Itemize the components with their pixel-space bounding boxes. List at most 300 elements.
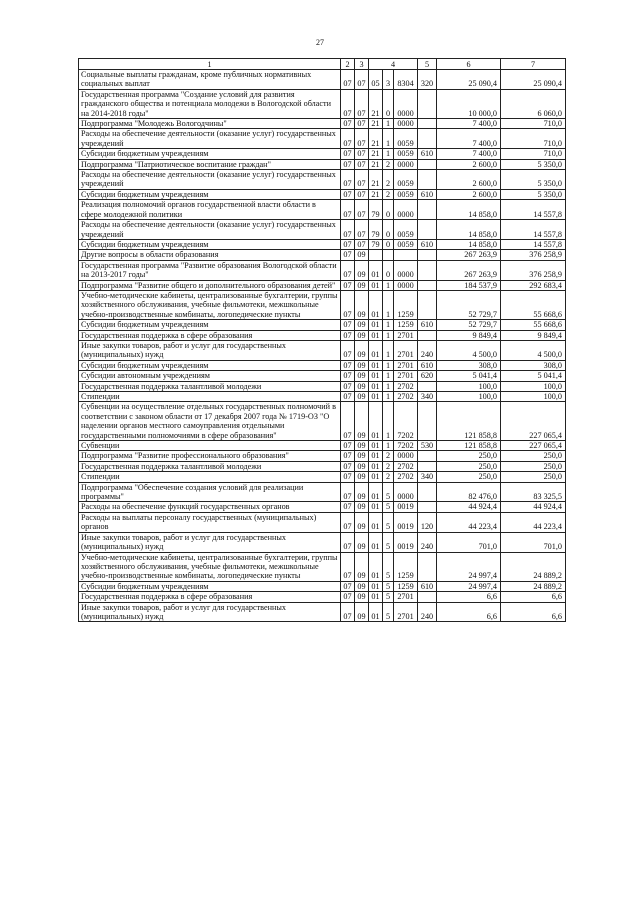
row-target-code-program <box>369 250 383 260</box>
row-subsection-code: 09 <box>355 260 369 280</box>
row-amount-1: 14 858,0 <box>437 200 501 220</box>
table-row <box>79 89 566 118</box>
row-subsection-code: 07 <box>355 149 369 159</box>
row-subsection-code: 09 <box>355 502 369 512</box>
row-target-code-program: 21 <box>369 129 383 149</box>
row-name-cell: Субвенции на осуществление отдельных государственных полномочий в соответствии с законом области от 17 декабря 2007 года № 1719-ОЗ "О наделении органов местного самоуправления отдельными государственными полномочиями в сфере образования" <box>79 402 341 441</box>
row-target-code-direction: 7202 <box>394 441 418 451</box>
table-row <box>79 360 566 370</box>
row-name-cell: Субсидии бюджетным учреждениям <box>79 239 341 249</box>
row-amount-2: 100,0 <box>501 381 566 391</box>
row-section-code: 07 <box>341 512 355 532</box>
row-amount-1: 250,0 <box>437 451 501 461</box>
row-amount-1: 6,6 <box>437 602 501 622</box>
header-cell-section: 2 <box>341 59 355 70</box>
row-subsection-code: 09 <box>355 472 369 482</box>
row-target-code-program: 01 <box>369 280 383 290</box>
row-target-code-subprogram: 0 <box>383 239 394 249</box>
row-target-code-direction: 2701 <box>394 340 418 360</box>
table-row <box>79 129 566 149</box>
row-target-code-subprogram: 0 <box>383 260 394 280</box>
row-name-cell: Государственная поддержка в сфере образования <box>79 330 341 340</box>
row-expense-type-code: 340 <box>418 392 437 402</box>
row-target-code-program: 01 <box>369 392 383 402</box>
table-row <box>79 239 566 249</box>
row-section-code: 07 <box>341 441 355 451</box>
row-amount-1: 24 997,4 <box>437 552 501 581</box>
row-target-code-program: 01 <box>369 260 383 280</box>
row-section-code: 07 <box>341 330 355 340</box>
row-section-code: 07 <box>341 239 355 249</box>
row-section-code: 07 <box>341 482 355 502</box>
row-target-code-direction: 1259 <box>394 290 418 319</box>
row-target-code-program: 01 <box>369 360 383 370</box>
row-target-code-program: 01 <box>369 441 383 451</box>
row-target-code-subprogram: 5 <box>383 482 394 502</box>
row-amount-2: 24 889,2 <box>501 581 566 591</box>
row-target-code-program: 21 <box>369 89 383 118</box>
row-target-code-program: 01 <box>369 482 383 502</box>
row-subsection-code: 09 <box>355 451 369 461</box>
row-amount-2: 5 350,0 <box>501 159 566 169</box>
row-subsection-code: 09 <box>355 461 369 471</box>
table-header-row <box>79 59 566 70</box>
table-row <box>79 381 566 391</box>
row-section-code: 07 <box>341 260 355 280</box>
row-amount-2: 376 258,9 <box>501 250 566 260</box>
row-name-cell: Субсидии автономным учреждениям <box>79 371 341 381</box>
row-expense-type-code: 120 <box>418 512 437 532</box>
row-amount-1: 52 729,7 <box>437 320 501 330</box>
table-body <box>79 70 566 622</box>
row-target-code-program: 01 <box>369 451 383 461</box>
row-expense-type-code <box>418 159 437 169</box>
row-target-code-subprogram: 1 <box>383 149 394 159</box>
row-amount-2: 710,0 <box>501 119 566 129</box>
table-row <box>79 392 566 402</box>
header-cell-amount-2: 7 <box>501 59 566 70</box>
row-section-code: 07 <box>341 320 355 330</box>
row-name-cell: Расходы на обеспечение деятельности (оказание услуг) государственных учреждений <box>79 220 341 240</box>
table-row <box>79 200 566 220</box>
row-section-code: 07 <box>341 472 355 482</box>
row-name-cell: Стипендии <box>79 392 341 402</box>
row-target-code-subprogram: 2 <box>383 472 394 482</box>
row-amount-1: 250,0 <box>437 472 501 482</box>
row-target-code-program: 01 <box>369 461 383 471</box>
row-amount-2: 14 557,8 <box>501 239 566 249</box>
row-amount-2: 250,0 <box>501 451 566 461</box>
row-target-code-subprogram: 5 <box>383 502 394 512</box>
row-section-code: 07 <box>341 220 355 240</box>
row-name-cell: Подпрограмма "Развитие общего и дополнительного образования детей" <box>79 280 341 290</box>
table-row <box>79 330 566 340</box>
row-amount-1: 7 400,0 <box>437 149 501 159</box>
row-target-code-direction: 0059 <box>394 220 418 240</box>
row-target-code-direction: 2701 <box>394 330 418 340</box>
row-amount-1: 24 997,4 <box>437 581 501 591</box>
row-target-code-subprogram: 1 <box>383 320 394 330</box>
row-subsection-code: 07 <box>355 89 369 118</box>
row-subsection-code: 09 <box>355 360 369 370</box>
row-subsection-code: 09 <box>355 592 369 602</box>
row-expense-type-code <box>418 482 437 502</box>
row-target-code-direction: 7202 <box>394 402 418 441</box>
row-expense-type-code: 610 <box>418 239 437 249</box>
header-cell-name: 1 <box>79 59 341 70</box>
row-amount-2: 9 849,4 <box>501 330 566 340</box>
row-expense-type-code <box>418 250 437 260</box>
row-expense-type-code <box>418 260 437 280</box>
row-target-code-program: 01 <box>369 472 383 482</box>
row-target-code-subprogram: 1 <box>383 402 394 441</box>
row-amount-1: 10 000,0 <box>437 89 501 118</box>
table-row <box>79 70 566 90</box>
row-amount-2: 44 223,4 <box>501 512 566 532</box>
row-section-code: 07 <box>341 532 355 552</box>
row-target-code-direction: 2702 <box>394 381 418 391</box>
header-cell-subsection: 3 <box>355 59 369 70</box>
row-amount-1: 2 600,0 <box>437 159 501 169</box>
row-amount-1: 25 090,4 <box>437 70 501 90</box>
row-target-code-direction: 1259 <box>394 581 418 591</box>
row-target-code-subprogram: 1 <box>383 340 394 360</box>
row-name-cell: Иные закупки товаров, работ и услуг для государственных (муниципальных) нужд <box>79 602 341 622</box>
row-expense-type-code: 240 <box>418 340 437 360</box>
row-section-code: 07 <box>341 280 355 290</box>
table-row <box>79 159 566 169</box>
row-name-cell: Иные закупки товаров, работ и услуг для государственных (муниципальных) нужд <box>79 532 341 552</box>
row-amount-1: 7 400,0 <box>437 119 501 129</box>
row-target-code-subprogram: 2 <box>383 159 394 169</box>
row-name-cell: Субсидии бюджетным учреждениям <box>79 360 341 370</box>
row-expense-type-code: 240 <box>418 532 437 552</box>
row-section-code: 07 <box>341 340 355 360</box>
row-target-code-program: 01 <box>369 402 383 441</box>
row-amount-1: 14 858,0 <box>437 239 501 249</box>
table-row <box>79 482 566 502</box>
row-target-code-direction: 2701 <box>394 360 418 370</box>
row-target-code-subprogram: 1 <box>383 371 394 381</box>
row-section-code: 07 <box>341 170 355 190</box>
row-amount-2: 14 557,8 <box>501 220 566 240</box>
row-expense-type-code <box>418 280 437 290</box>
row-target-code-direction: 0019 <box>394 502 418 512</box>
row-expense-type-code <box>418 220 437 240</box>
row-amount-2: 6,6 <box>501 592 566 602</box>
row-subsection-code: 09 <box>355 402 369 441</box>
row-expense-type-code <box>418 330 437 340</box>
table-row <box>79 402 566 441</box>
row-amount-1: 9 849,4 <box>437 330 501 340</box>
row-subsection-code: 09 <box>355 482 369 502</box>
row-amount-1: 267 263,9 <box>437 260 501 280</box>
row-amount-2: 5 350,0 <box>501 170 566 190</box>
row-subsection-code: 09 <box>355 392 369 402</box>
table-row <box>79 340 566 360</box>
row-section-code: 07 <box>341 451 355 461</box>
row-name-cell: Учебно-методические кабинеты, централизованные бухгалтерии, группы хозяйственного обслуживания, учебные фильмотеки, межшкольные учебно-производственные комбинаты, логопедические пункты <box>79 552 341 581</box>
row-name-cell: Социальные выплаты гражданам, кроме публичных нормативных социальных выплат <box>79 70 341 90</box>
row-target-code-subprogram: 5 <box>383 602 394 622</box>
header-cell-target: 4 <box>369 59 418 70</box>
row-subsection-code: 09 <box>355 280 369 290</box>
row-section-code: 07 <box>341 189 355 199</box>
row-amount-2: 100,0 <box>501 392 566 402</box>
row-name-cell: Государственная поддержка в сфере образования <box>79 592 341 602</box>
row-expense-type-code <box>418 552 437 581</box>
row-target-code-direction: 2702 <box>394 392 418 402</box>
row-target-code-subprogram: 1 <box>383 360 394 370</box>
row-amount-2: 5 350,0 <box>501 189 566 199</box>
row-name-cell: Учебно-методические кабинеты, централизованные бухгалтерии, группы хозяйственного обслуживания, учебные фильмотеки, межшкольные учебно-производственные комбинаты, логопедические пункты <box>79 290 341 319</box>
row-target-code-direction: 2702 <box>394 461 418 471</box>
row-target-code-subprogram: 0 <box>383 200 394 220</box>
row-section-code: 07 <box>341 89 355 118</box>
table-row <box>79 320 566 330</box>
row-amount-1: 250,0 <box>437 461 501 471</box>
row-expense-type-code: 340 <box>418 472 437 482</box>
row-amount-2: 227 065,4 <box>501 441 566 451</box>
row-section-code: 07 <box>341 159 355 169</box>
row-target-code-program: 01 <box>369 512 383 532</box>
row-expense-type-code: 320 <box>418 70 437 90</box>
table-row <box>79 602 566 622</box>
row-target-code-program: 01 <box>369 592 383 602</box>
table-row <box>79 512 566 532</box>
row-section-code: 07 <box>341 502 355 512</box>
row-amount-2: 227 065,4 <box>501 402 566 441</box>
row-target-code-subprogram <box>383 250 394 260</box>
row-expense-type-code <box>418 119 437 129</box>
row-expense-type-code: 610 <box>418 360 437 370</box>
row-subsection-code: 07 <box>355 129 369 149</box>
row-subsection-code: 07 <box>355 239 369 249</box>
row-name-cell: Государственная поддержка талантливой молодежи <box>79 461 341 471</box>
row-target-code-program: 79 <box>369 239 383 249</box>
row-target-code-program: 01 <box>369 320 383 330</box>
row-target-code-direction: 2701 <box>394 602 418 622</box>
row-subsection-code: 09 <box>355 512 369 532</box>
row-amount-2: 14 557,8 <box>501 200 566 220</box>
row-expense-type-code <box>418 402 437 441</box>
row-section-code: 07 <box>341 290 355 319</box>
table-row <box>79 472 566 482</box>
row-section-code: 07 <box>341 360 355 370</box>
row-name-cell: Расходы на обеспечение деятельности (оказание услуг) государственных учреждений <box>79 170 341 190</box>
row-amount-2: 710,0 <box>501 149 566 159</box>
row-amount-1: 121 858,8 <box>437 441 501 451</box>
row-amount-2: 44 924,4 <box>501 502 566 512</box>
row-target-code-subprogram: 2 <box>383 189 394 199</box>
row-amount-1: 5 041,4 <box>437 371 501 381</box>
row-target-code-program: 01 <box>369 340 383 360</box>
row-expense-type-code: 610 <box>418 189 437 199</box>
row-amount-1: 2 600,0 <box>437 170 501 190</box>
row-name-cell: Субсидии бюджетным учреждениям <box>79 149 341 159</box>
table-row <box>79 371 566 381</box>
row-target-code-direction: 0059 <box>394 239 418 249</box>
table-row <box>79 502 566 512</box>
row-amount-2: 55 668,6 <box>501 320 566 330</box>
row-expense-type-code <box>418 89 437 118</box>
row-amount-1: 14 858,0 <box>437 220 501 240</box>
row-section-code: 07 <box>341 392 355 402</box>
row-subsection-code: 09 <box>355 532 369 552</box>
row-target-code-subprogram: 1 <box>383 441 394 451</box>
row-target-code-direction: 1259 <box>394 552 418 581</box>
row-target-code-program: 21 <box>369 119 383 129</box>
row-expense-type-code: 240 <box>418 602 437 622</box>
row-target-code-subprogram: 1 <box>383 280 394 290</box>
row-target-code-subprogram: 5 <box>383 532 394 552</box>
table-row <box>79 441 566 451</box>
row-name-cell: Подпрограмма "Патриотическое воспитание граждан" <box>79 159 341 169</box>
row-subsection-code: 09 <box>355 320 369 330</box>
row-section-code: 07 <box>341 129 355 149</box>
row-amount-1: 44 924,4 <box>437 502 501 512</box>
row-target-code-direction: 1259 <box>394 320 418 330</box>
row-expense-type-code <box>418 461 437 471</box>
row-target-code-program: 01 <box>369 290 383 319</box>
row-name-cell: Расходы на выплаты персоналу государственных (муниципальных) органов <box>79 512 341 532</box>
row-amount-1: 52 729,7 <box>437 290 501 319</box>
row-target-code-program: 01 <box>369 502 383 512</box>
row-target-code-program: 01 <box>369 330 383 340</box>
table-row <box>79 250 566 260</box>
row-amount-1: 7 400,0 <box>437 129 501 149</box>
row-name-cell: Субсидии бюджетным учреждениям <box>79 189 341 199</box>
table-row <box>79 532 566 552</box>
row-target-code-program: 01 <box>369 581 383 591</box>
row-expense-type-code: 610 <box>418 320 437 330</box>
row-amount-2: 4 500,0 <box>501 340 566 360</box>
row-target-code-direction: 0000 <box>394 260 418 280</box>
row-target-code-subprogram: 1 <box>383 290 394 319</box>
row-subsection-code: 09 <box>355 340 369 360</box>
table-row <box>79 189 566 199</box>
row-target-code-program: 21 <box>369 149 383 159</box>
row-target-code-subprogram: 5 <box>383 512 394 532</box>
table-row <box>79 220 566 240</box>
row-target-code-direction: 8304 <box>394 70 418 90</box>
row-subsection-code: 09 <box>355 250 369 260</box>
table-row <box>79 552 566 581</box>
row-amount-2: 701,0 <box>501 532 566 552</box>
row-target-code-program: 01 <box>369 552 383 581</box>
row-target-code-subprogram: 1 <box>383 330 394 340</box>
row-expense-type-code <box>418 200 437 220</box>
table-row <box>79 290 566 319</box>
row-target-code-direction: 0059 <box>394 170 418 190</box>
row-amount-2: 376 258,9 <box>501 260 566 280</box>
row-target-code-program: 01 <box>369 371 383 381</box>
row-target-code-direction: 0000 <box>394 482 418 502</box>
header-cell-amount-1: 6 <box>437 59 501 70</box>
row-name-cell: Другие вопросы в области образования <box>79 250 341 260</box>
table-row <box>79 581 566 591</box>
row-expense-type-code <box>418 381 437 391</box>
row-amount-1: 184 537,9 <box>437 280 501 290</box>
row-target-code-subprogram: 1 <box>383 129 394 149</box>
row-target-code-program: 01 <box>369 532 383 552</box>
row-target-code-direction: 0000 <box>394 159 418 169</box>
row-subsection-code: 07 <box>355 170 369 190</box>
row-target-code-subprogram: 2 <box>383 170 394 190</box>
table-row <box>79 451 566 461</box>
row-target-code-program: 01 <box>369 602 383 622</box>
row-expense-type-code: 620 <box>418 371 437 381</box>
row-amount-2: 25 090,4 <box>501 70 566 90</box>
row-target-code-direction: 0059 <box>394 189 418 199</box>
row-target-code-direction: 0000 <box>394 451 418 461</box>
row-expense-type-code <box>418 170 437 190</box>
row-amount-2: 6,6 <box>501 602 566 622</box>
row-section-code: 07 <box>341 70 355 90</box>
row-target-code-direction: 2701 <box>394 592 418 602</box>
row-section-code: 07 <box>341 602 355 622</box>
row-target-code-subprogram: 1 <box>383 381 394 391</box>
row-section-code: 07 <box>341 381 355 391</box>
row-subsection-code: 07 <box>355 220 369 240</box>
row-expense-type-code: 610 <box>418 581 437 591</box>
row-amount-2: 710,0 <box>501 129 566 149</box>
row-expense-type-code <box>418 451 437 461</box>
row-name-cell: Иные закупки товаров, работ и услуг для государственных (муниципальных) нужд <box>79 340 341 360</box>
row-section-code: 07 <box>341 552 355 581</box>
row-target-code-program: 21 <box>369 189 383 199</box>
row-amount-1: 701,0 <box>437 532 501 552</box>
row-name-cell: Подпрограмма "Молодежь Вологодчины" <box>79 119 341 129</box>
row-subsection-code: 09 <box>355 581 369 591</box>
row-target-code-subprogram: 3 <box>383 70 394 90</box>
row-target-code-subprogram: 5 <box>383 552 394 581</box>
row-name-cell: Реализация полномочий органов государственной власти области в сфере молодежной политики <box>79 200 341 220</box>
row-section-code: 07 <box>341 461 355 471</box>
row-subsection-code: 09 <box>355 330 369 340</box>
row-target-code-direction: 0019 <box>394 532 418 552</box>
row-expense-type-code: 610 <box>418 149 437 159</box>
table-row <box>79 592 566 602</box>
row-target-code-direction: 0059 <box>394 129 418 149</box>
row-expense-type-code <box>418 290 437 319</box>
row-amount-1: 82 476,0 <box>437 482 501 502</box>
row-amount-1: 4 500,0 <box>437 340 501 360</box>
row-section-code: 07 <box>341 581 355 591</box>
row-section-code: 07 <box>341 402 355 441</box>
row-name-cell: Субсидии бюджетным учреждениям <box>79 320 341 330</box>
row-target-code-direction: 0000 <box>394 200 418 220</box>
row-amount-2: 24 889,2 <box>501 552 566 581</box>
row-target-code-direction: 2702 <box>394 472 418 482</box>
row-name-cell: Государственная программа "Развитие образования Вологодской области на 2013-2017 годы" <box>79 260 341 280</box>
row-target-code-program: 21 <box>369 170 383 190</box>
row-name-cell: Стипендии <box>79 472 341 482</box>
row-target-code-subprogram: 0 <box>383 89 394 118</box>
row-target-code-program: 79 <box>369 220 383 240</box>
row-amount-1: 6,6 <box>437 592 501 602</box>
row-section-code: 07 <box>341 371 355 381</box>
row-target-code-direction: 0000 <box>394 89 418 118</box>
row-name-cell: Государственная поддержка талантливой молодежи <box>79 381 341 391</box>
row-target-code-program: 05 <box>369 70 383 90</box>
row-amount-2: 250,0 <box>501 472 566 482</box>
row-name-cell: Субвенции <box>79 441 341 451</box>
row-name-cell: Субсидии бюджетным учреждениям <box>79 581 341 591</box>
row-target-code-subprogram: 5 <box>383 581 394 591</box>
row-target-code-direction: 0019 <box>394 512 418 532</box>
row-amount-1: 100,0 <box>437 381 501 391</box>
